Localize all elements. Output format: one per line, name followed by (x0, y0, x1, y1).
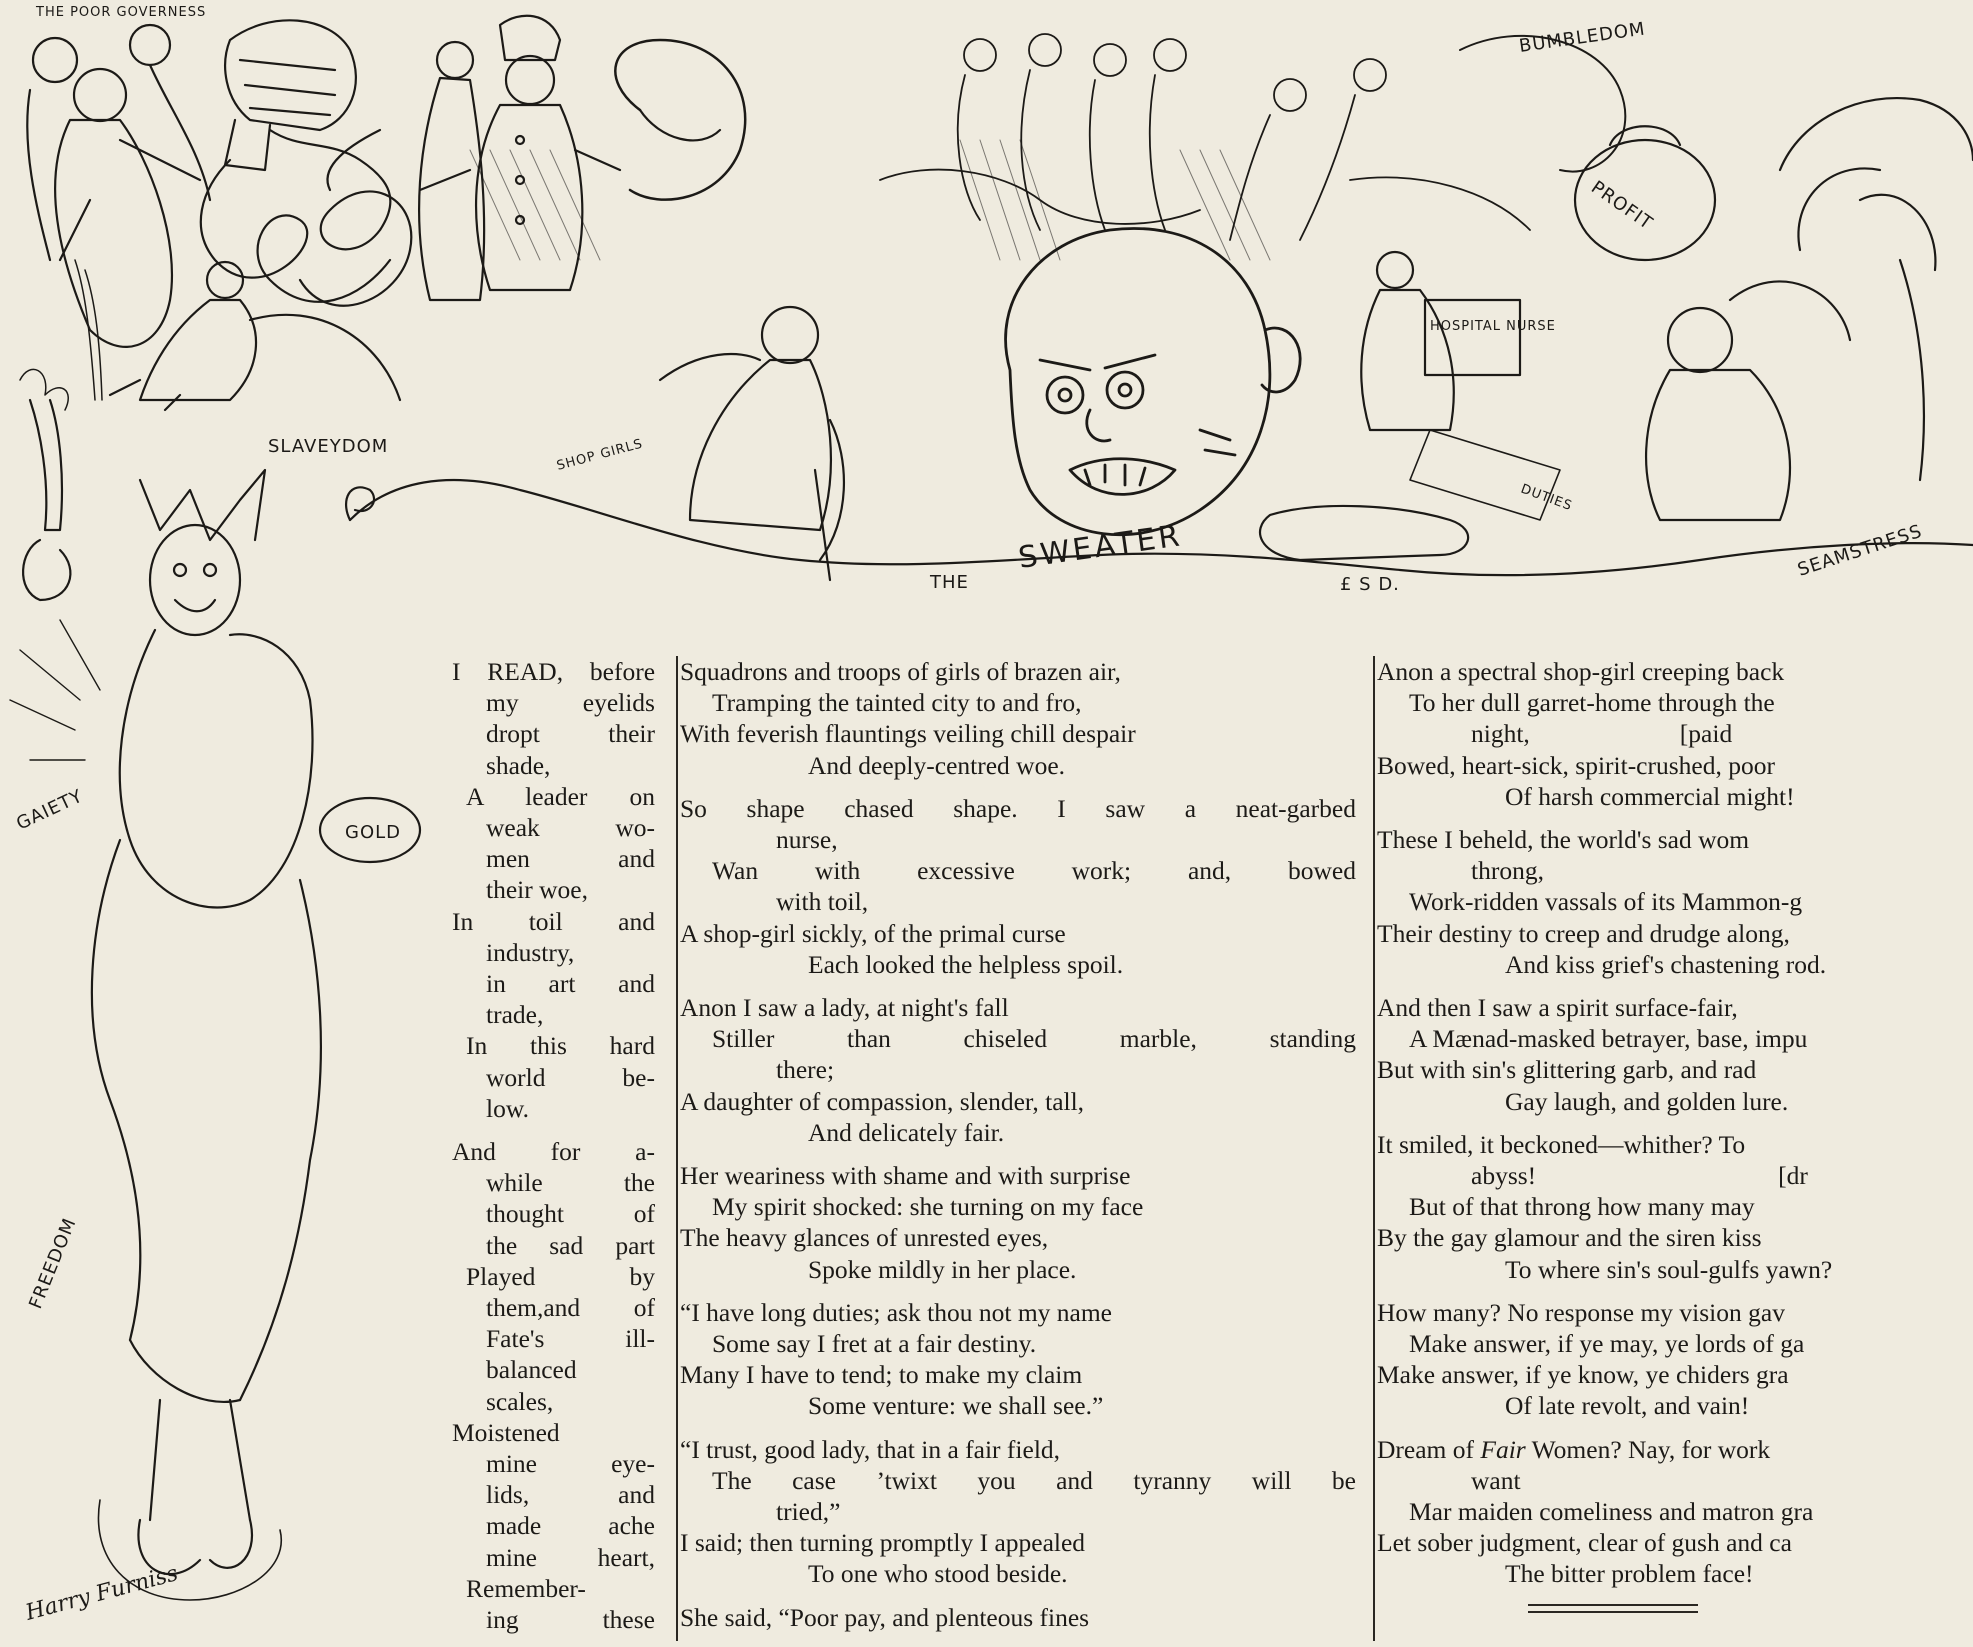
stanza-5 (680, 992, 1356, 1148)
poem-line: trade, (486, 1000, 544, 1030)
poem-line: mine heart, (486, 1542, 655, 1572)
poem-line: low. (486, 1093, 529, 1123)
poem-line: And for a- (452, 1137, 655, 1167)
poem-line: My spirit shocked: she turning on my face (712, 1192, 1144, 1222)
sweater-head (1006, 228, 1301, 534)
poem-line: made ache (486, 1511, 655, 1541)
shop-girls-label: SHOP GIRLS (555, 436, 645, 474)
workroom-figures (880, 34, 1530, 240)
poem-line: But with sin's glittering garb, and rad (1377, 1055, 1757, 1085)
poem-line: Anon I saw a lady, at night's fall (680, 993, 1009, 1023)
poem-line: The bitter problem face! (1505, 1559, 1754, 1589)
hospital-nurse-figure (1361, 252, 1520, 430)
poem-line: mine eye- (486, 1449, 655, 1479)
poem-line: Of harsh commercial might! (1505, 781, 1795, 811)
poem-line: Fate's ill- (486, 1324, 655, 1354)
gaiety-label: GAIETY (13, 785, 87, 835)
poem-line: Her weariness with shame and with surprise (680, 1161, 1131, 1191)
poem-line: throng, (1471, 856, 1544, 886)
poem-line: Let sober judgment, clear of gush and ca (1377, 1528, 1792, 1558)
poem-line: Mar maiden comeliness and matron gra (1409, 1497, 1814, 1527)
poem-line: A Mænad-masked betrayer, base, impu (1409, 1024, 1808, 1054)
stanza-4 (680, 793, 1356, 980)
poem-line: ing these (486, 1605, 655, 1635)
governess-group (27, 25, 210, 347)
slaveydom-label: SLAVEYDOM (268, 436, 389, 457)
stanza-11 (1377, 824, 1973, 980)
poem-line: nurse, (776, 825, 838, 855)
poem-line: To her dull garret-home through the (1409, 688, 1775, 718)
poem-line: Played by (466, 1261, 655, 1291)
poem-line: “I have long duties; ask thou not my name (680, 1297, 1112, 1327)
poem-line: Remember- (466, 1573, 586, 1603)
poem-line: In toil and (452, 906, 655, 936)
poem-line: A daughter of compassion, slender, tall, (680, 1086, 1085, 1116)
poem-line: To where sin's soul-gulfs yawn? (1505, 1254, 1833, 1284)
poem-line: them,and of (486, 1293, 655, 1323)
poem-line: Their destiny to creep and drudge along, (1377, 918, 1790, 948)
poem-line: in art and (486, 969, 655, 999)
poem-line: The case ’twixt you and tyranny will be (712, 1465, 1356, 1495)
poem-line (1377, 718, 1973, 749)
poem-line: Tramping the tainted city to and fro, (712, 688, 1082, 718)
stanza-1 (452, 656, 655, 1124)
poem-line: tried,” (776, 1497, 841, 1527)
poem-line: “I trust, good lady, that in a fair field, (680, 1434, 1061, 1464)
poor-governess-label: THE POOR GOVERNESS (36, 5, 207, 20)
poem-fragment: abyss! (1471, 1161, 1537, 1191)
poem-line: dropt their (486, 719, 655, 749)
the-label: THE (930, 572, 969, 593)
poem-line: Make answer, if ye may, ye lords of ga (1409, 1329, 1805, 1359)
bumbledom-label: BUMBLEDOM (1517, 18, 1647, 57)
poem-line: while the (486, 1168, 655, 1198)
hospital-nurse-label: HOSPITAL NURSE (1430, 319, 1556, 334)
poem-fragment: Dream of (1377, 1434, 1474, 1464)
lsd-hand (1260, 430, 1560, 560)
poem-line: These I beheld, the world's sad wom (1377, 825, 1750, 855)
double-rule-top (1528, 1604, 1698, 1606)
seamstress-label: SEAMSTRESS (1795, 520, 1925, 581)
poem-line: So shape chased shape. I saw a neat-garbed (680, 793, 1356, 823)
poem-line: there; (776, 1055, 835, 1085)
freedom-label: FREEDOM (25, 1214, 81, 1312)
poem-line: How many? No response my vision gav (1377, 1297, 1785, 1327)
poem-fragment: [paid (1679, 719, 1733, 749)
torch-figure (20, 260, 102, 600)
poem-line: Make answer, if ye know, ye chiders gra (1377, 1360, 1789, 1390)
poem-line: weak wo- (486, 813, 655, 843)
poem-line: A shop-girl sickly, of the primal curse (680, 918, 1066, 948)
poem-line: thought of (486, 1199, 655, 1229)
poem-line: Moistened (452, 1417, 560, 1447)
poem-line: To one who stood beside. (808, 1559, 1068, 1589)
poem-line: men and (486, 844, 655, 874)
poem-column-1 (452, 656, 655, 1647)
gold-label: GOLD (345, 822, 402, 843)
poem-line: my eyelids (486, 688, 655, 718)
poem-line: Anon a spectral shop-girl creeping back (1377, 657, 1785, 686)
stanza-2 (452, 1136, 655, 1635)
poem-line (1377, 1160, 1973, 1191)
poem-line: scales, (486, 1386, 554, 1416)
drop-initial: I (452, 657, 461, 686)
poem-line: By the gay glamour and the siren kiss (1377, 1223, 1762, 1253)
poem-line: And deeply-centred woe. (808, 750, 1066, 780)
poem-line: With feverish flauntings veiling chill despair (680, 719, 1136, 749)
poem-line: Of late revolt, and vain! (1505, 1391, 1750, 1421)
sweater-label: SWEATER (1016, 518, 1185, 576)
double-rule-bottom (1528, 1611, 1698, 1613)
poem-line: Work-ridden vassals of its Mammon-g (1409, 887, 1803, 917)
poem-column-3 (1373, 656, 1973, 1641)
poem-line: And kiss grief's chastening rod. (1505, 949, 1827, 979)
stanza-9 (680, 1602, 1356, 1633)
poem-line: the sad part (486, 1230, 655, 1260)
stanza-13 (1377, 1129, 1973, 1285)
poem-line: It smiled, it beckoned—whither? To (1377, 1129, 1746, 1159)
poem-line: with toil, (776, 887, 869, 917)
poem-line: their woe, (486, 875, 588, 905)
poem-line: She said, “Poor pay, and plenteous fines (680, 1602, 1090, 1632)
stanza-14 (1377, 1297, 1973, 1422)
poem-line: And delicately fair. (808, 1117, 1005, 1147)
poem-fragment: Women? Nay, for work (1531, 1434, 1771, 1464)
poem-line: And then I saw a spirit surface-fair, (1377, 993, 1738, 1023)
stanza-12 (1377, 992, 1973, 1117)
poem-line: Squadrons and troops of girls of brazen air, (680, 657, 1121, 686)
poem-line: But of that throng how many may (1409, 1192, 1755, 1222)
poem-line: Bowed, heart-sick, spirit-crushed, poor (1377, 750, 1775, 780)
poem-line: Some say I fret at a fair destiny. (712, 1329, 1037, 1359)
gaiety-figure (10, 470, 420, 1600)
duties-label: DUTIES (1518, 481, 1575, 515)
poem-line (452, 656, 655, 687)
sweater-scroll-banner (346, 36, 1973, 575)
poem-line: In this hard (466, 1031, 655, 1061)
poem-line: Stiller than chiseled marble, standing (712, 1024, 1356, 1054)
poem-line: Gay laugh, and golden lure. (1505, 1086, 1789, 1116)
stanza-7 (680, 1297, 1356, 1422)
poem-line: Spoke mildly in her place. (808, 1254, 1077, 1284)
poem-line: The heavy glances of unrested eyes, (680, 1223, 1049, 1253)
stanza-15 (1377, 1434, 1973, 1590)
poem-line: shade, (486, 750, 551, 780)
poem-line: world be- (486, 1062, 655, 1092)
lead-word: READ, (487, 657, 564, 686)
poem-fragment: [dr (1778, 1161, 1808, 1191)
poem-fragment: night, (1471, 719, 1530, 749)
poem-line: lids, and (486, 1480, 655, 1510)
policeman-figure (420, 16, 620, 290)
poem-line: industry, (486, 937, 575, 967)
stanza-3 (680, 656, 1356, 781)
poem-line: want (1471, 1465, 1521, 1495)
lead-after: before (589, 657, 656, 686)
poem-line: Many I have to tend; to make my claim (680, 1360, 1083, 1390)
profit-label: PROFIT (1587, 176, 1657, 235)
artist-signature: Harry Furniss (23, 1561, 181, 1626)
seamstress-figure (1646, 195, 1935, 520)
poem-line: Each looked the helpless spoil. (808, 949, 1124, 979)
lsd-label: £ S D. (1340, 574, 1400, 595)
poem-line: Wan with excessive work; and, bowed (712, 856, 1356, 886)
poem-column-2 (676, 656, 1356, 1641)
poem-line (1377, 1434, 1973, 1465)
poem-line: I said; then turning promptly I appealed (680, 1528, 1086, 1558)
poem-line: A leader on (466, 781, 655, 811)
poem-italic-word: Fair (1480, 1434, 1526, 1464)
stanza-6 (680, 1160, 1356, 1285)
stanza-10 (1377, 656, 1973, 812)
stanza-8 (680, 1434, 1356, 1590)
poem-line: balanced (486, 1355, 577, 1385)
poem-line: Some venture: we shall see.” (808, 1391, 1104, 1421)
